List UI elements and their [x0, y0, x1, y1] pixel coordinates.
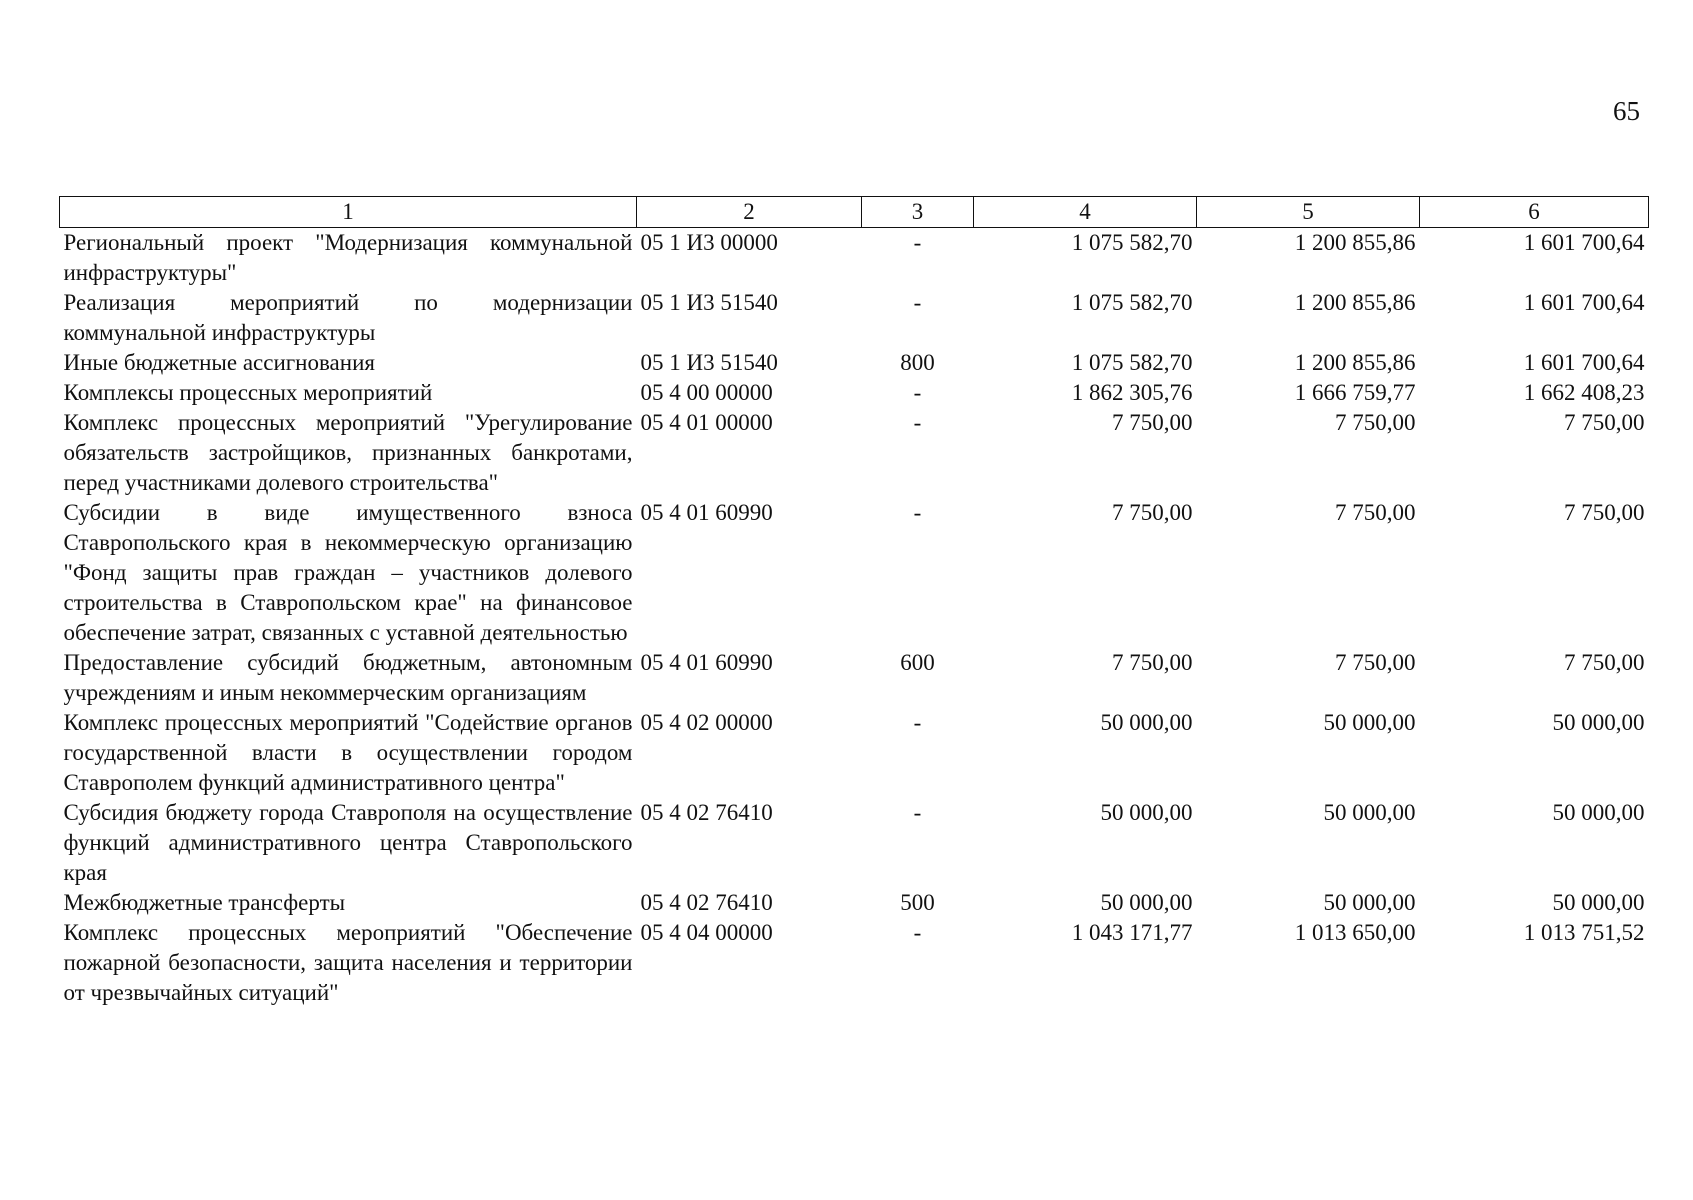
row-amount-col6: 1 601 700,64	[1523, 290, 1645, 315]
table-row	[60, 228, 1649, 289]
row-amount-col6: 7 750,00	[1564, 410, 1645, 435]
row-amount-col4: 7 750,00	[1112, 500, 1193, 525]
row-expense-type: -	[913, 500, 922, 525]
row-amount-col5: 50 000,00	[1323, 800, 1416, 825]
row-code: 05 4 02 76410	[640, 890, 773, 915]
row-amount-col4: 50 000,00	[1100, 710, 1193, 735]
row-amount-col6: 7 750,00	[1564, 650, 1645, 675]
row-name: Комплекс процессных мероприятий "Обеспечение пожарной безопасности, защита населения и территории от чрезвычайных ситуаций"	[63, 920, 633, 1005]
column-header-4: 4	[974, 197, 1197, 228]
row-expense-type: -	[913, 290, 922, 315]
row-amount-col4: 1 075 582,70	[1071, 230, 1193, 255]
column-header-2: 2	[637, 197, 862, 228]
row-expense-type: -	[913, 380, 922, 405]
row-code: 05 4 01 60990	[640, 650, 773, 675]
row-expense-type: -	[913, 920, 922, 945]
row-code: 05 4 02 00000	[640, 710, 773, 735]
table-row	[60, 888, 1649, 918]
row-amount-col6: 7 750,00	[1564, 500, 1645, 525]
row-code: 05 4 04 00000	[640, 920, 773, 945]
row-amount-col6: 50 000,00	[1552, 800, 1645, 825]
row-amount-col4: 1 075 582,70	[1071, 350, 1193, 375]
row-amount-col4: 1 075 582,70	[1071, 290, 1193, 315]
table-row	[60, 378, 1649, 408]
table-row	[60, 918, 1649, 1008]
row-name: Комплекс процессных мероприятий "Содействие органов государственной власти в осуществлении городом Ставрополем функций административного центра"	[63, 710, 633, 795]
row-code: 05 1 И3 51540	[640, 290, 778, 315]
table-row	[60, 408, 1649, 498]
row-amount-col5: 1 200 855,86	[1294, 350, 1416, 375]
table-header	[60, 197, 1649, 228]
row-amount-col4: 7 750,00	[1112, 650, 1193, 675]
table-row	[60, 348, 1649, 378]
column-header-5: 5	[1197, 197, 1420, 228]
row-amount-col6: 1 013 751,52	[1523, 920, 1645, 945]
row-name: Межбюджетные трансферты	[63, 890, 346, 915]
row-amount-col4: 1 862 305,76	[1071, 380, 1193, 405]
row-name: Комплексы процессных мероприятий	[63, 380, 433, 405]
row-expense-type: -	[913, 800, 922, 825]
row-amount-col4: 50 000,00	[1100, 800, 1193, 825]
table-row	[60, 498, 1649, 648]
row-name: Региональный проект "Модернизация коммунальной инфраструктуры"	[63, 230, 633, 285]
row-expense-type: 600	[900, 650, 935, 675]
row-amount-col5: 1 013 650,00	[1294, 920, 1416, 945]
row-expense-type: -	[913, 410, 922, 435]
row-amount-col6: 1 601 700,64	[1523, 230, 1645, 255]
row-expense-type: 800	[900, 350, 935, 375]
table-row	[60, 798, 1649, 888]
row-amount-col6: 1 601 700,64	[1523, 350, 1645, 375]
row-amount-col4: 50 000,00	[1100, 890, 1193, 915]
header-row	[60, 197, 1649, 228]
row-amount-col6: 50 000,00	[1552, 890, 1645, 915]
row-amount-col5: 1 666 759,77	[1294, 380, 1416, 405]
row-amount-col6: 1 662 408,23	[1523, 380, 1645, 405]
row-code: 05 4 00 00000	[640, 380, 773, 405]
row-amount-col5: 7 750,00	[1335, 500, 1416, 525]
budget-table	[59, 196, 1649, 1008]
row-expense-type: 500	[900, 890, 935, 915]
row-name: Субсидия бюджету города Ставрополя на осуществление функций административного центра Ставропольского края	[63, 800, 633, 885]
row-amount-col5: 50 000,00	[1323, 710, 1416, 735]
row-amount-col5: 7 750,00	[1335, 650, 1416, 675]
row-expense-type: -	[913, 230, 922, 255]
row-amount-col5: 1 200 855,86	[1294, 290, 1416, 315]
row-amount-col4: 1 043 171,77	[1071, 920, 1193, 945]
row-name: Комплекс процессных мероприятий "Урегулирование обязательств застройщиков, признанных банкротами, перед участниками долевого строительства"	[63, 410, 633, 495]
table-body	[60, 228, 1649, 1009]
row-code: 05 4 02 76410	[640, 800, 773, 825]
row-amount-col6: 50 000,00	[1552, 710, 1645, 735]
column-header-1: 1	[60, 197, 637, 228]
row-name: Субсидии в виде имущественного взноса Ставропольского края в некоммерческую организацию "Фонд защиты прав граждан – участников долевого строительства в Ставропольском крае" на финансовое обеспечение затрат, связанных с уставной деятельностью	[63, 500, 633, 645]
row-code: 05 1 И3 00000	[640, 230, 778, 255]
row-code: 05 4 01 60990	[640, 500, 773, 525]
row-amount-col5: 7 750,00	[1335, 410, 1416, 435]
row-name: Предоставление субсидий бюджетным, автономным учреждениям и иным некоммерческим организациям	[63, 650, 633, 705]
row-code: 05 1 И3 51540	[640, 350, 778, 375]
row-name: Иные бюджетные ассигнования	[63, 350, 375, 375]
table-row	[60, 288, 1649, 348]
table-row	[60, 648, 1649, 708]
column-header-3: 3	[862, 197, 974, 228]
row-code: 05 4 01 00000	[640, 410, 773, 435]
row-expense-type: -	[913, 710, 922, 735]
row-amount-col4: 7 750,00	[1112, 410, 1193, 435]
row-amount-col5: 1 200 855,86	[1294, 230, 1416, 255]
page-number: 65	[1613, 96, 1640, 126]
table-row	[60, 708, 1649, 798]
row-name: Реализация мероприятий по модернизации коммунальной инфраструктуры	[63, 290, 633, 345]
column-header-6: 6	[1420, 197, 1649, 228]
row-amount-col5: 50 000,00	[1323, 890, 1416, 915]
